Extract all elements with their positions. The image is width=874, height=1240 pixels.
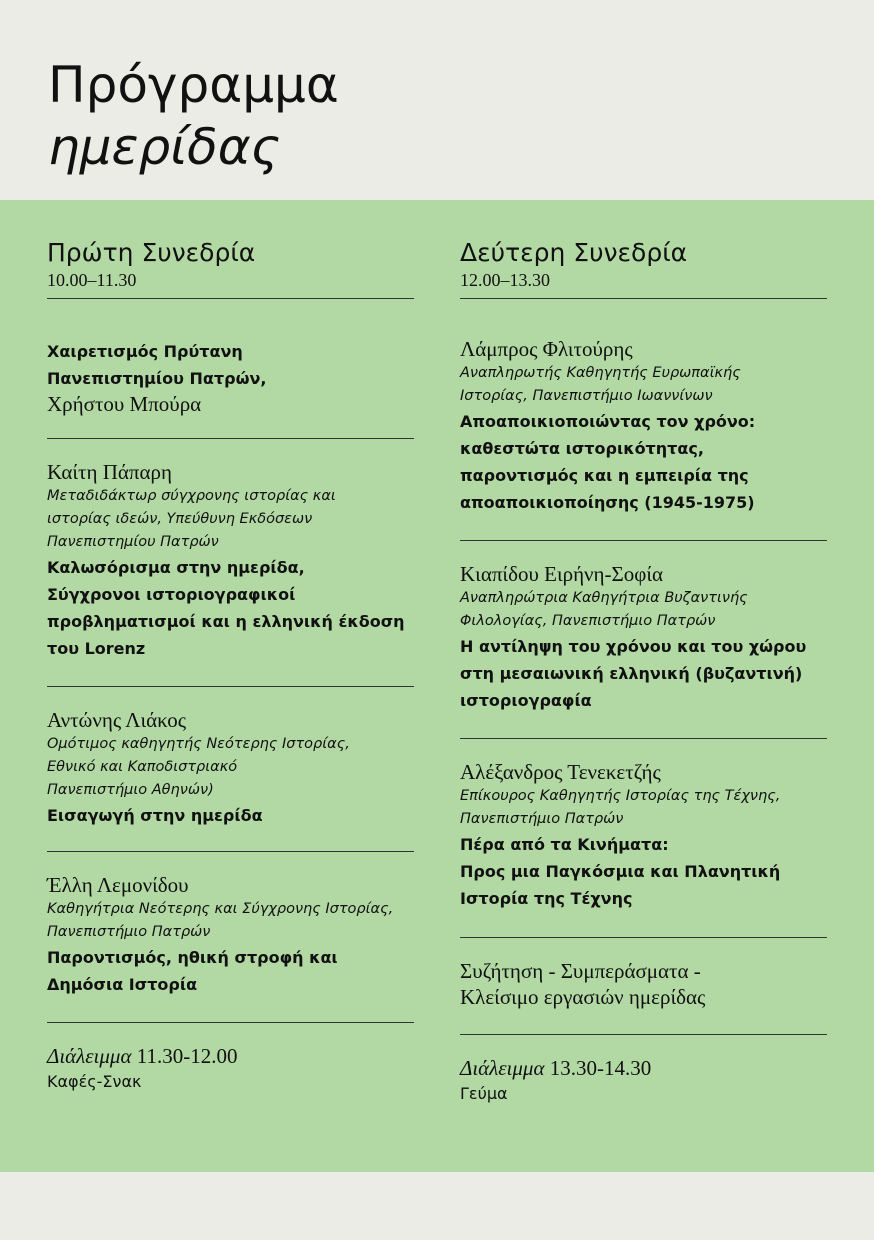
talk-topic-line: Δημόσια Ιστορία xyxy=(47,975,198,994)
divider xyxy=(47,438,414,439)
talk-block xyxy=(47,459,414,662)
session-1-time: 10.00–11.30 xyxy=(47,270,137,290)
speaker-name: Λάμπρος Φλιτούρης xyxy=(460,337,633,361)
speaker-role-line: Αναπληρωτής Καθηγητής Ευρωπαϊκής xyxy=(460,365,741,381)
session-1-title: Πρώτη Συνεδρία xyxy=(47,238,256,267)
header xyxy=(0,0,874,200)
speaker-role-line: Μεταδιδάκτωρ σύγχρονης ιστορίας και xyxy=(47,488,336,504)
break-time: 13.30-14.30 xyxy=(549,1056,652,1080)
divider xyxy=(460,298,827,299)
speaker-role-line: Αναπληρώτρια Καθηγήτρια Βυζαντινής xyxy=(460,590,748,606)
talk-topic-line: Προς μια Παγκόσμια και Πλανητική xyxy=(460,862,781,881)
talk-block xyxy=(460,336,827,516)
welcome-line2: Πανεπιστημίου Πατρών, xyxy=(47,369,267,388)
talk-topic-line: ιστοριογραφία xyxy=(460,691,592,710)
break-time: 11.30-12.00 xyxy=(136,1044,238,1068)
divider xyxy=(460,738,827,739)
break-block xyxy=(460,1055,827,1106)
talk-topic-line: Η αντίληψη του χρόνου και του χώρου xyxy=(460,637,807,656)
divider xyxy=(460,1034,827,1035)
break-note: Γεύμα xyxy=(460,1084,508,1103)
talk-topic-line: στη μεσαιωνική ελληνική (βυζαντινή) xyxy=(460,664,803,683)
session-1-column xyxy=(47,238,414,1094)
speaker-role-line: Καθηγήτρια Νεότερης και Σύγχρονης Ιστορίας, xyxy=(47,901,394,917)
talk-topic-line: παροντισμός και η εμπειρία της xyxy=(460,466,749,485)
speaker-role-line: Ομότιμος καθηγητής Νεότερης Ιστορίας, xyxy=(47,736,350,752)
speaker-name: Αντώνης Λιάκος xyxy=(47,708,187,732)
session-2-column xyxy=(460,238,827,1106)
break-block xyxy=(47,1043,414,1094)
welcome-block xyxy=(47,339,414,417)
speaker-name: Καίτη Πάπαρη xyxy=(47,460,172,484)
discussion-line: Συζήτηση - Συμπεράσματα - xyxy=(460,959,701,983)
break-title xyxy=(460,1055,827,1081)
page-title-line2: ημερίδας xyxy=(48,118,281,176)
talk-block xyxy=(47,707,414,829)
speaker-role-line: Πανεπιστήμιο Αθηνών) xyxy=(47,782,214,798)
speaker-name: Έλλη Λεμονίδου xyxy=(47,873,189,897)
talk-topic-line: Σύγχρονοι ιστοριογραφικοί xyxy=(47,585,296,604)
divider xyxy=(47,686,414,687)
welcome-name: Χρήστου Μπούρα xyxy=(47,392,202,416)
speaker-role-line: Φιλολογίας, Πανεπιστήμιο Πατρών xyxy=(460,613,716,629)
speaker-role-line: Πανεπιστήμιο Πατρών xyxy=(460,811,624,827)
break-note: Καφές-Σνακ xyxy=(47,1072,142,1091)
divider xyxy=(460,540,827,541)
talk-topic-line: του Lorenz xyxy=(47,639,146,658)
talk-topic-line: Καλωσόρισμα στην ημερίδα, xyxy=(47,558,305,577)
talk-topic-line: Αποαποικιοποιώντας τον χρόνο: xyxy=(460,412,756,431)
session-2-time: 12.00–13.30 xyxy=(460,270,550,290)
divider xyxy=(47,1022,414,1023)
talk-block xyxy=(460,561,827,714)
speaker-name: Κιαπίδου Ειρήνη-Σοφία xyxy=(460,562,664,586)
discussion-line: Κλείσιμο εργασιών ημερίδας xyxy=(460,985,706,1009)
page-title-line1: Πρόγραμμα xyxy=(48,56,339,114)
speaker-role-line: Επίκουρος Καθηγητής Ιστορίας της Τέχνης, xyxy=(460,788,781,804)
break-label: Διάλειμμα xyxy=(47,1044,132,1068)
talk-topic-line: Πέρα από τα Κινήματα: xyxy=(460,835,669,854)
talk-topic-line: Παροντισμός, ηθική στροφή και xyxy=(47,948,338,967)
discussion-block xyxy=(460,958,827,1010)
talk-topic-line: αποαποικιοποίησης (1945-1975) xyxy=(460,493,755,512)
talk-block xyxy=(47,872,414,998)
speaker-role-line: Εθνικό και Καποδιστριακό xyxy=(47,759,238,775)
page-title xyxy=(48,54,339,178)
speaker-role-line: Πανεπιστήμιο Πατρών xyxy=(47,924,211,940)
divider xyxy=(460,937,827,938)
talk-topic-line: προβληματισμοί και η ελληνική έκδοση xyxy=(47,612,405,631)
talk-topic-line: Ιστορία της Τέχνης xyxy=(460,889,633,908)
break-label: Διάλειμμα xyxy=(460,1056,545,1080)
divider xyxy=(47,851,414,852)
session-2-title: Δεύτερη Συνεδρία xyxy=(460,238,688,267)
program-panel xyxy=(0,200,874,1172)
divider xyxy=(47,298,414,299)
break-title xyxy=(47,1043,414,1069)
speaker-role-line: ιστορίας ιδεών, Υπεύθυνη Εκδόσεων xyxy=(47,511,313,527)
speaker-name: Αλέξανδρος Τενεκετζής xyxy=(460,760,661,784)
talk-topic-line: Εισαγωγή στην ημερίδα xyxy=(47,806,263,825)
welcome-line1: Χαιρετισμός Πρύτανη xyxy=(47,342,243,361)
speaker-role-line: Πανεπιστημίου Πατρών xyxy=(47,534,219,550)
talk-topic-line: καθεστώτα ιστορικότητας, xyxy=(460,439,704,458)
speaker-role-line: Ιστορίας, Πανεπιστήμιο Ιωαννίνων xyxy=(460,388,713,404)
talk-block xyxy=(460,759,827,912)
